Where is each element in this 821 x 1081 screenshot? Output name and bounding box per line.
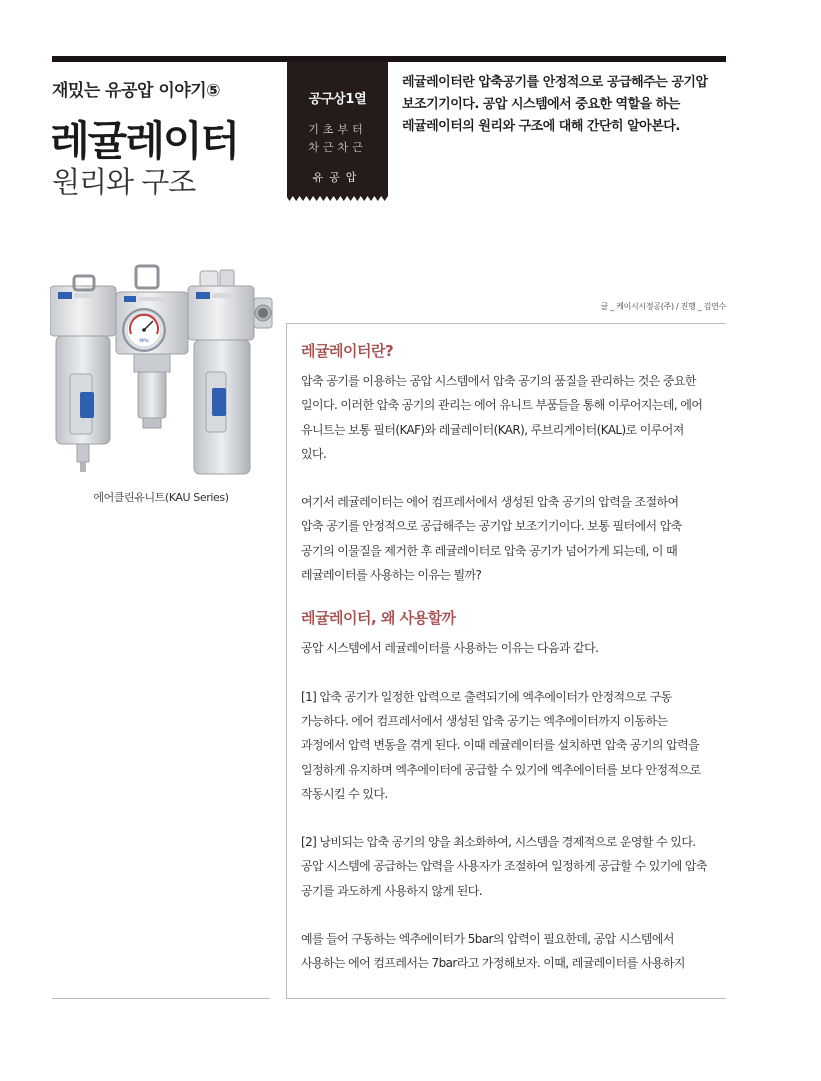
paragraph <box>301 830 726 903</box>
badge-zigzag-edge <box>287 194 388 202</box>
text-line: 작동시킬 수 있다. <box>301 786 388 801</box>
text-line: 압축 공기를 이용하는 공압 시스템에서 압축 공기의 품질을 관리하는 것은 중요한 <box>301 374 696 388</box>
page-title: 레귤레이터 <box>50 117 239 165</box>
gauge-unit-label: MPa <box>139 339 149 344</box>
text-line: 여기서 레귤레이터는 에어 컴프레서에서 생성된 압축 공기의 압력을 조절하여 <box>301 495 679 510</box>
air-clean-unit-photo <box>50 262 278 480</box>
text-line: 공압 시스템에서 레귤레이터를 사용하는 이유는 다음과 같다. <box>301 641 599 656</box>
badge-line-1: 공구상1열 <box>308 92 367 107</box>
top-rule <box>52 56 726 62</box>
badge-line-4: 유공압 <box>312 171 363 184</box>
text-line: 가능하다. 에어 컴프레서에서 생성된 압축 공기는 엑추에이터까지 이동하는 <box>301 713 668 728</box>
divider-top <box>286 323 726 324</box>
text-line: 예를 들어 구동하는 엑추에이터가 5bar의 압력이 필요한데, 공압 시스템에서 <box>301 932 674 947</box>
paragraph <box>301 369 726 466</box>
divider-bottom-left <box>52 998 270 999</box>
text-line: 일이다. 이러한 압축 공기의 관리는 에어 유니트 부품들을 통해 이루어지는데, 에어 <box>301 398 703 413</box>
filter-unit <box>50 286 116 472</box>
text-line: [2] 낭비되는 압축 공기의 양을 최소화하여, 시스템을 경제적으로 운영할 수 있다. <box>301 835 696 850</box>
intro-text <box>402 72 726 138</box>
text-line: 일정하게 유지하며 엑추에이터에 공급할 수 있기에 엑추에이터를 보다 안정적으로 <box>301 762 701 777</box>
text-line: 압축 공기를 안정적으로 공급해주는 공기압 보조기기이다. 보통 필터에서 압축 <box>301 519 682 534</box>
lubricator-unit <box>188 270 272 474</box>
series-title: 재밌는 유공압 이야기⑤ <box>52 81 221 101</box>
figure-caption: 에어클린유니트(KAU Series) <box>93 491 229 504</box>
byline: 글 _ 케이시시정공(주) / 진행 _ 김연수 <box>600 302 726 311</box>
text-line: 레귤레이터를 사용하는 이유는 뭘까? <box>301 568 482 583</box>
text-line: 공기의 이물질을 제거한 후 레귤레이터로 압축 공기가 넘어가게 되는데, 이 때 <box>301 543 678 558</box>
regulator-unit <box>116 292 188 428</box>
article-body <box>301 340 726 976</box>
text-line: 있다. <box>301 446 327 461</box>
text-line: 공기를 과도하게 사용하지 않게 된다. <box>301 883 482 898</box>
intro-line: 레귤레이터의 원리와 구조에 대해 간단히 알아본다. <box>402 119 680 134</box>
page-subtitle: 원리와 구조 <box>52 165 196 199</box>
text-line: [1] 압축 공기가 일정한 압력으로 출력되기에 엑추에이터가 안정적으로 구동 <box>301 689 672 704</box>
paragraph <box>301 927 726 976</box>
divider-vertical <box>286 323 287 999</box>
divider-bottom <box>286 998 726 999</box>
text-line: 공압 시스템에 공급하는 압력을 사용자가 조절하여 일정하게 공급할 수 있기에 압축 <box>301 859 707 874</box>
intro-line: 보조기기이다. 공압 시스템에서 중요한 역할을 하는 <box>402 97 680 112</box>
badge-line-3: 차근차근 <box>308 141 367 154</box>
intro-line: 레귤레이터란 압축공기를 안정적으로 공급해주는 공기압 <box>402 75 708 90</box>
text-line: 과정에서 압력 변동을 겪게 된다. 이때 레귤레이터를 설치하면 압축 공기의 압력을 <box>301 738 700 753</box>
section-heading: 레귤레이터란? <box>301 342 394 360</box>
column-badge <box>287 62 388 194</box>
text-line: 유니트는 보통 필터(KAF)와 레귤레이터(KAR), 루브리게이터(KAL)로 이루어져 <box>301 422 684 437</box>
paragraph <box>301 636 726 660</box>
paragraph <box>301 685 726 806</box>
section-heading: 레귤레이터, 왜 사용할까 <box>301 609 456 628</box>
paragraph <box>301 490 726 587</box>
text-line: 사용하는 에어 컴프레서는 7bar라고 가정해보자. 이때, 레귤레이터를 사용하지 <box>301 956 685 971</box>
badge-line-2: 기초부터 <box>308 123 367 136</box>
